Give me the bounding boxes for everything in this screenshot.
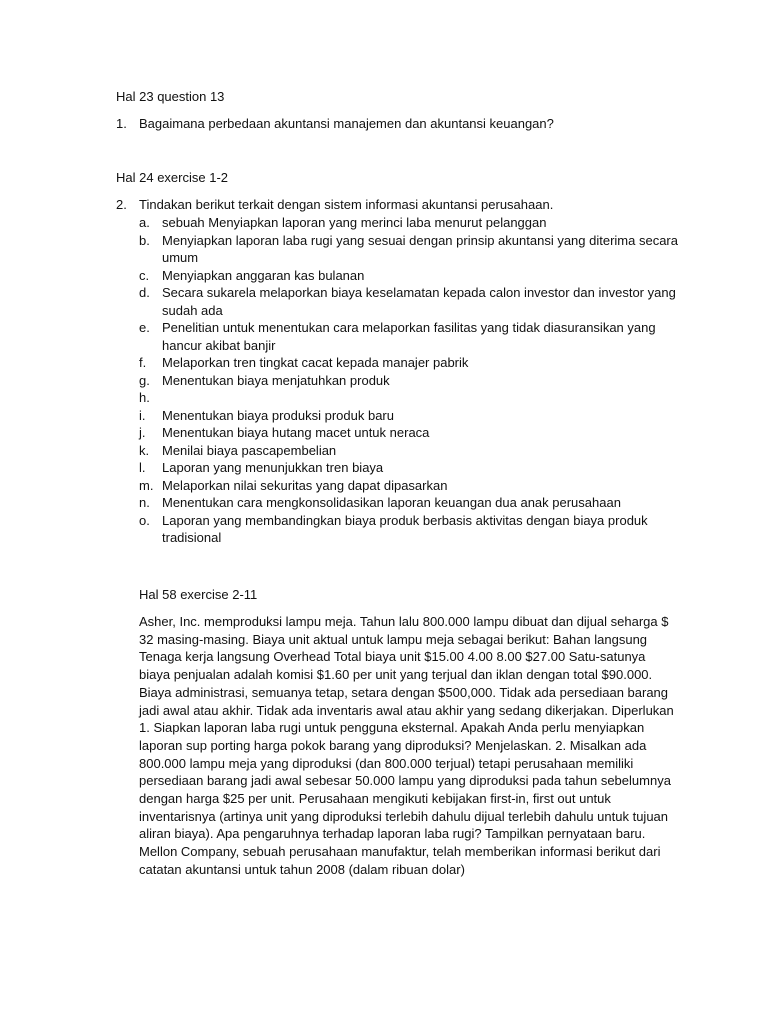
- section2-heading: Hal 24 exercise 1-2: [116, 170, 228, 185]
- list-item: [139, 512, 679, 547]
- list-item-text: Laporan yang menunjukkan tren biaya: [162, 460, 384, 475]
- list-item-letter: h.: [139, 390, 150, 405]
- list-item-letter: f.: [139, 355, 147, 370]
- list-item: [139, 284, 679, 319]
- list-item: [139, 319, 679, 354]
- list-item: [139, 354, 679, 372]
- list-item-text: Secara sukarela melaporkan biaya keselamatan kepada calon investor dan investor yang sudah ada: [162, 285, 676, 318]
- list-item-text: Menyiapkan laporan laba rugi yang sesuai dengan prinsip akuntansi yang diterima secara umum: [162, 232, 678, 265]
- list-item-text: Menyiapkan anggaran kas bulanan: [162, 267, 365, 283]
- list-item-text: Penelitian untuk menentukan cara melaporkan fasilitas yang tidak diasuransikan yang hancur akibat banjir: [162, 320, 656, 353]
- list-item-text: Menilai biaya pascapembelian: [162, 442, 337, 458]
- list-item: [139, 477, 679, 495]
- section1-heading: Hal 23 question 13: [116, 89, 225, 104]
- list-item-letter: c.: [139, 267, 150, 283]
- list-item: [139, 372, 679, 390]
- exercise-paragraph: Asher, Inc. memproduksi lampu meja. Tahun lalu 800.000 lampu dibuat dan dijual seharga $ 32 masing-masing. Biaya unit aktual untuk lampu meja sebagai berikut: Bahan langsung Tenaga kerja langsung Overhead Total biaya unit $15.00 4.00 8.00 $27.00 Satu-satunya biaya penjualan adalah komisi $1.60 per unit yang terjual dan iklan dengan total $90.000. Biaya administrasi, semuanya tetap, setara dengan $500,000. Tidak ada persediaan barang jadi awal atau akhir. Tidak ada inventaris awal atau akhir yang sedang dikerjakan. Diperlukan 1. Siapkan laporan laba rugi untuk pengguna eksternal. Apakah Anda perlu menyiapkan laporan sup porting harga pokok barang yang diproduksi? Menjelaskan. 2. Misalkan ada 800.000 lampu meja yang diproduksi (dan 800.000 terjual) tetapi perusahaan memiliki persediaan barang jadi awal sebesar 50.000 lampu yang diproduksi pada tahun sebelumnya dengan harga $25 per unit. Perusahaan mengikuti kebijakan first-in, first out untuk inventarisnya (artinya unit yang diproduksi terlebih dahulu dijual terlebih dahulu untuk tujuan aliran biaya). Apa pengaruhnya terhadap laporan laba rugi? Tampilkan pernyataan baru. Mellon Company, sebuah perusahaan manufaktur, telah memberikan informasi berikut dari catatan akuntansi untuk tahun 2008 (dalam ribuan dolar): [139, 614, 674, 877]
- list-item: [139, 442, 679, 460]
- list-item-letter: o.: [139, 512, 150, 528]
- list-item-text: Laporan yang membandingkan biaya produk berbasis aktivitas dengan biaya produk tradisional: [162, 512, 648, 545]
- list-item: [139, 232, 679, 267]
- list-item-letter: m.: [139, 477, 154, 493]
- list-item-letter: b.: [139, 232, 150, 248]
- list-item: [139, 494, 679, 512]
- list-item-letter: g.: [139, 372, 150, 388]
- list-item-text: Melaporkan tren tingkat cacat kepada manajer pabrik: [162, 355, 469, 370]
- list-item-letter: j.: [139, 425, 146, 440]
- list-item: [139, 389, 679, 407]
- list-item: [139, 407, 679, 425]
- section3-heading: Hal 58 exercise 2-11: [139, 587, 258, 602]
- list-item-letter: i.: [139, 407, 146, 423]
- question-2-number: 2.: [116, 197, 127, 212]
- exercise-item-list: [139, 214, 679, 547]
- list-item: [139, 267, 679, 285]
- list-item-text: Menentukan biaya hutang macet untuk neraca: [162, 425, 430, 440]
- list-item-text: sebuah Menyiapkan laporan yang merinci laba menurut pelanggan: [162, 215, 547, 230]
- list-item: [139, 459, 679, 477]
- list-item-text: Melaporkan nilai sekuritas yang dapat dipasarkan: [162, 477, 448, 493]
- list-item-letter: d.: [139, 285, 150, 300]
- list-item-letter: n.: [139, 495, 150, 510]
- question-1-text: Bagaimana perbedaan akuntansi manajemen dan akuntansi keuangan?: [139, 116, 554, 131]
- list-item-letter: e.: [139, 320, 150, 335]
- list-item-text: Menentukan cara mengkonsolidasikan laporan keuangan dua anak perusahaan: [162, 495, 621, 510]
- list-item-text: Menentukan biaya produksi produk baru: [162, 407, 394, 423]
- list-item-letter: k.: [139, 442, 150, 458]
- question-1-number: 1.: [116, 116, 127, 131]
- list-item-letter: l.: [139, 460, 146, 475]
- list-item: [139, 214, 679, 232]
- question-2-text: Tindakan berikut terkait dengan sistem informasi akuntansi perusahaan.: [139, 197, 554, 212]
- list-item-letter: a.: [139, 215, 150, 230]
- list-item: [139, 424, 679, 442]
- list-item-text: Menentukan biaya menjatuhkan produk: [162, 372, 390, 388]
